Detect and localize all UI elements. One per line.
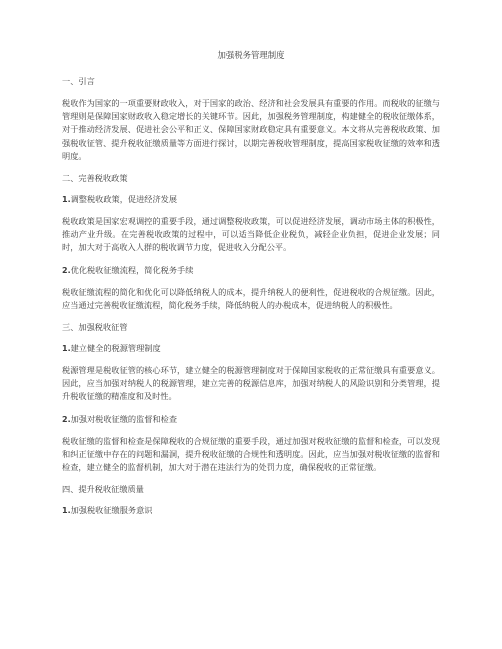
subheading-number: 2. bbox=[62, 265, 71, 275]
subheading-number: 1. bbox=[62, 344, 71, 354]
document-page bbox=[62, 50, 440, 526]
subheading-title: 加强税收征缴服务意识 bbox=[70, 505, 153, 516]
section-heading-tax-administration: 三、加强税收征管 bbox=[62, 322, 128, 333]
subheading-number: 1. bbox=[62, 195, 71, 205]
paragraph-supervision-inspection: 税收征缴的监督和检查是保障税收的合规征缴的重要手段，通过加强对税收征缴的监督和检查，可以发现和纠正征缴中存在的问题和漏洞，提升税收征缴的合规性和透明度。因此，应当加强对税收征缴的监督和检查，建立健全的监督机制，加大对于潜在违法行为的处罚力度，确保税收的正常征缴。 bbox=[62, 435, 440, 473]
subheading-title: 建立健全的税源管理制度 bbox=[70, 343, 161, 354]
paragraph-adjust-policy: 税收政策是国家宏观调控的重要手段，通过调整税收政策，可以促进经济发展，调动市场主体的积极性，推动产业升级。在完善税收政策的过程中，可以适当降低企业税负，减轻企业负担，促进企业发展；同时，加大对于高收入人群的税收调节力度，促进收入分配公平。 bbox=[62, 216, 440, 253]
subheading-adjust-policy bbox=[62, 194, 440, 205]
subheading-tax-source-management bbox=[62, 343, 440, 354]
section-heading-introduction: 一、引言 bbox=[62, 76, 95, 86]
subheading-service-awareness bbox=[62, 505, 440, 516]
subheading-supervision-inspection bbox=[62, 414, 440, 425]
subheading-number: 1. bbox=[62, 506, 71, 516]
section-heading-tax-policy: 二、完善税收政策 bbox=[62, 173, 128, 184]
subheading-title: 调整税收政策，促进经济发展 bbox=[70, 194, 178, 205]
section-heading-collection-quality: 四、提升税收征缴质量 bbox=[62, 484, 144, 495]
paragraph-optimize-process: 税收征缴流程的简化和优化可以降低纳税人的成本，提升纳税人的便利性，促进税收的合规征缴。因此，应当通过完善税收征缴流程，简化税务手续，降低纳税人的办税成本，促进纳税人的积极性。 bbox=[62, 286, 440, 310]
section-paragraph-introduction: 税收作为国家的一项重要财政收入，对于国家的政治、经济和社会发展具有重要的作用。而税收的征缴与管理则是保障国家财政收入稳定增长的关键环节。因此，加强税务管理制度，构建健全的税收征缴体系，对于推动经济发展、促进社会公平和正义、保障国家财政稳定具有重要意义。本文将从完善税收政策、加强税收征管、提升税收征缴质量等方面进行探讨，以期完善税收管理制度，提高国家税收征缴的效率和透明度。 bbox=[62, 98, 440, 161]
document-title: 加强税务管理制度 bbox=[217, 50, 285, 60]
subheading-optimize-process bbox=[62, 265, 440, 276]
subheading-number: 2. bbox=[62, 414, 71, 424]
paragraph-tax-source-management: 税源管理是税收征管的核心环节，建立健全的税源管理制度对于保障国家税收的正常征缴具有重要意义。因此，应当加强对纳税人的税源管理，建立完善的税源信息库，加强对纳税人的风险识别和分类管理，提升税收征缴的精准度和及时性。 bbox=[62, 365, 440, 402]
subheading-title: 优化税收征缴流程，简化税务手续 bbox=[70, 264, 194, 275]
subheading-title: 加强对税收征缴的监督和检查 bbox=[70, 413, 178, 424]
